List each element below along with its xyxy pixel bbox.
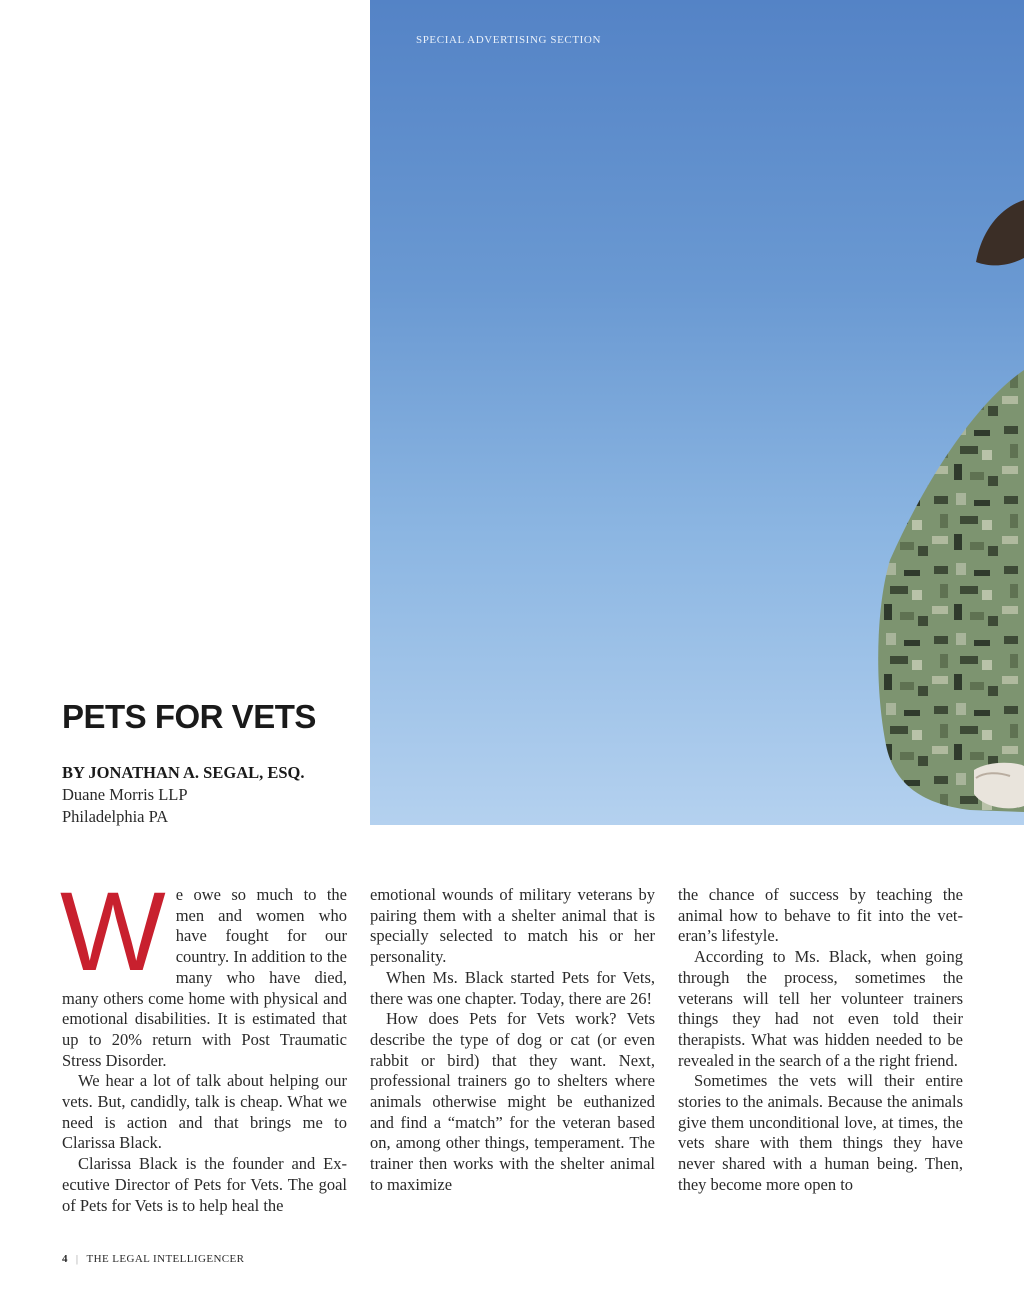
drop-cap: W: [60, 869, 166, 994]
paragraph: When Ms. Black started Pets for Vets, there was one chapter. Today, there are 26!: [370, 967, 655, 1008]
paragraph: emotional wounds of military veterans by pairing them with a shelter animal that is specially selected to match his or her personality.: [370, 885, 655, 967]
article-title: PETS FOR VETS: [62, 698, 316, 735]
byline-author: BY JONATHAN A. SEGAL, ESQ.: [62, 763, 305, 782]
article-column-3: [678, 885, 963, 1196]
article-column-2: [370, 885, 655, 1196]
byline-location: Philadelphia PA: [62, 807, 169, 826]
paragraph: Sometimes the vets will their entire stories to the animals. Because the animals give them unconditional love, at times, the vets share with them things they have never shared with a human being. Then, they become more open to: [678, 1071, 963, 1194]
hero-photo: [370, 0, 1024, 825]
page-footer: [62, 1253, 244, 1265]
byline: [62, 762, 305, 828]
byline-firm: Duane Morris LLP: [62, 785, 188, 804]
dog-in-camouflage-illustration: [370, 0, 1024, 825]
paragraph: Clarissa Black is the founder and Executive Director of Pets for Vets. The goal of Pets for Vets is to help heal the: [62, 1154, 347, 1215]
footer-separator: |: [75, 1253, 79, 1265]
paragraph: We hear a lot of talk about helping our vets. But, candidly, talk is cheap. What we need is action and that brings me to Clarissa Black.: [62, 1071, 347, 1153]
article-column-1: [60, 869, 347, 1216]
paragraph: How does Pets for Vets work? Vets describe the type of dog or cat (or even rabbit or bird) that they want. Next, professional trainers go to shelters where animals otherwise might be euthanized and find a “match” for the veteran based on, among other things, temperament. The trainer then works with the shelter animal to maximize: [370, 1009, 655, 1194]
publication-name: THE LEGAL INTELLIGENCER: [86, 1253, 245, 1265]
page-number: 4: [62, 1253, 68, 1265]
paragraph: According to Ms. Black, when going through the process, sometimes the veterans will tell her volunteer trainers things they had not even told their therapists. What was hidden needed to be revealed in the search of a the right friend.: [678, 947, 963, 1070]
section-label: SPECIAL ADVERTISING SECTION: [416, 34, 602, 46]
paragraph: the chance of success by teaching the animal how to behave to fit into the veteran’s lifestyle.: [678, 885, 963, 946]
paragraph: e owe so much to the men and women who have fought for our country. In addition to the many who have died, many others come home with physical and emotional disabilities. It is estimated that up to 20% return with Post Traumatic Stress Disorder.: [62, 885, 347, 1070]
